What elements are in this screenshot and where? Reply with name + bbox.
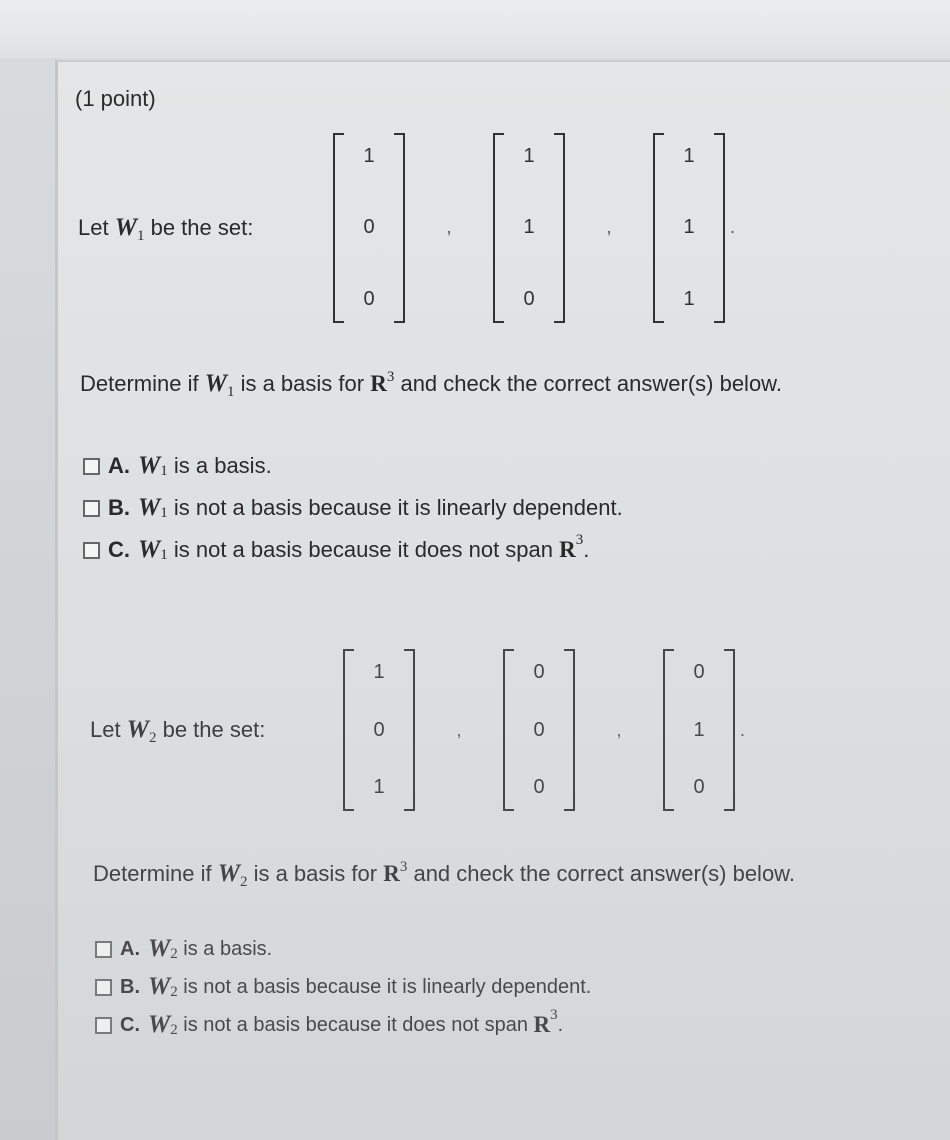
set-variable: W bbox=[138, 536, 161, 563]
option-letter: A. bbox=[108, 453, 130, 478]
label-prefix: Let bbox=[78, 214, 109, 240]
vector-2 bbox=[503, 649, 575, 811]
period-separator: . bbox=[730, 217, 736, 237]
space-symbol: R bbox=[370, 371, 387, 396]
question-w1 bbox=[80, 370, 782, 398]
set-w2-row bbox=[90, 640, 760, 820]
set-w2-label bbox=[90, 716, 338, 744]
vector-entry: 1 bbox=[523, 216, 535, 238]
set-variable: W bbox=[138, 494, 161, 521]
option-end: . bbox=[557, 1013, 564, 1036]
options-w2 bbox=[95, 930, 591, 1044]
checkbox[interactable] bbox=[95, 979, 112, 996]
option-c[interactable] bbox=[83, 529, 623, 571]
option-text: is not a basis because it is linearly dependent. bbox=[183, 975, 592, 998]
set-subscript: 2 bbox=[239, 874, 248, 890]
question-w2 bbox=[93, 860, 795, 888]
set-subscript: 1 bbox=[226, 384, 235, 400]
vector-entry: 1 bbox=[523, 144, 535, 167]
points-label: (1 point) bbox=[75, 86, 156, 111]
option-c[interactable] bbox=[95, 1006, 591, 1044]
question-text: and check the correct answer(s) below. bbox=[413, 861, 795, 886]
set-variable: W bbox=[138, 452, 161, 479]
set-variable: W bbox=[148, 935, 171, 962]
vector-entry: 0 bbox=[523, 287, 535, 310]
checkbox[interactable] bbox=[83, 542, 100, 559]
comma-separator: , bbox=[616, 719, 622, 740]
set-subscript: 1 bbox=[160, 462, 168, 479]
question-text: and check the correct answer(s) below. bbox=[400, 371, 782, 396]
set-subscript: 2 bbox=[170, 945, 178, 962]
options-w1 bbox=[83, 445, 623, 571]
set-subscript: 2 bbox=[170, 1021, 178, 1038]
question-text: is a basis for bbox=[240, 371, 365, 396]
checkbox[interactable] bbox=[83, 500, 100, 517]
set-subscript: 1 bbox=[160, 546, 168, 563]
vector-entry: 0 bbox=[363, 216, 375, 238]
set-w1-label bbox=[78, 214, 328, 242]
vector-entry: 1 bbox=[363, 144, 375, 167]
period-separator: . bbox=[740, 719, 746, 740]
option-text: is not a basis because it is linearly dependent. bbox=[173, 495, 623, 520]
comma-separator: , bbox=[446, 217, 452, 237]
set-variable: W bbox=[148, 973, 171, 1000]
checkbox[interactable] bbox=[83, 458, 100, 475]
set-variable: W bbox=[114, 213, 137, 241]
vector-1 bbox=[343, 649, 415, 811]
space-exponent: 3 bbox=[399, 859, 408, 875]
vector-entry: 0 bbox=[533, 661, 545, 683]
vector-2 bbox=[493, 133, 565, 323]
set-subscript: 2 bbox=[148, 730, 157, 746]
vector-entry: 0 bbox=[693, 776, 705, 798]
option-letter: C. bbox=[120, 1013, 140, 1036]
set-variable: W bbox=[148, 1011, 171, 1038]
question-text: is a basis for bbox=[253, 861, 378, 886]
comma-separator: , bbox=[456, 719, 462, 740]
set-subscript: 2 bbox=[170, 983, 178, 1000]
option-b[interactable] bbox=[83, 487, 623, 529]
vector-3 bbox=[663, 649, 735, 811]
option-letter: C. bbox=[108, 537, 130, 562]
label-prefix: Let bbox=[90, 717, 121, 742]
vector-entry: 1 bbox=[373, 661, 385, 683]
vector-entry: 1 bbox=[693, 718, 705, 741]
space-exponent: 3 bbox=[550, 1006, 558, 1023]
space-symbol: R bbox=[533, 1012, 551, 1037]
vector-entry: 1 bbox=[683, 216, 695, 238]
vector-1 bbox=[333, 133, 405, 323]
space-symbol: R bbox=[383, 861, 400, 886]
vector-entry: 0 bbox=[363, 287, 375, 310]
option-text: is not a basis because it does not span bbox=[173, 537, 553, 562]
set-variable: W bbox=[217, 860, 240, 887]
option-a[interactable] bbox=[83, 445, 623, 487]
option-letter: B. bbox=[120, 975, 140, 998]
label-suffix: be the set: bbox=[162, 717, 266, 742]
set-subscript: 1 bbox=[136, 227, 145, 244]
vector-entry: 0 bbox=[533, 718, 545, 741]
space-symbol: R bbox=[559, 537, 576, 562]
vector-entry: 0 bbox=[373, 718, 385, 741]
option-b[interactable] bbox=[95, 968, 591, 1006]
vector-3 bbox=[653, 133, 725, 323]
comma-separator: , bbox=[606, 217, 612, 237]
space-exponent: 3 bbox=[575, 531, 584, 548]
option-text: is a basis. bbox=[183, 937, 273, 960]
checkbox[interactable] bbox=[95, 941, 112, 958]
checkbox[interactable] bbox=[95, 1017, 112, 1034]
vector-entry: 0 bbox=[533, 776, 545, 798]
set-variable: W bbox=[126, 716, 149, 743]
vector-entry: 0 bbox=[693, 661, 705, 683]
vector-entry: 1 bbox=[683, 144, 695, 167]
option-letter: B. bbox=[108, 495, 130, 520]
question-text: Determine if bbox=[80, 371, 199, 396]
top-strip bbox=[0, 0, 950, 58]
vector-entry: 1 bbox=[683, 287, 695, 310]
vector-entry: 1 bbox=[373, 776, 385, 798]
option-letter: A. bbox=[120, 937, 140, 960]
set-variable: W bbox=[204, 370, 227, 397]
set-subscript: 1 bbox=[160, 504, 168, 521]
option-text: is not a basis because it does not span bbox=[183, 1013, 528, 1036]
option-text: is a basis. bbox=[173, 453, 272, 478]
question-text: Determine if bbox=[93, 861, 212, 886]
label-suffix: be the set: bbox=[150, 214, 254, 240]
space-exponent: 3 bbox=[386, 369, 395, 385]
set-w1-row bbox=[78, 125, 750, 330]
option-end: . bbox=[583, 537, 590, 562]
option-a[interactable] bbox=[95, 930, 591, 968]
